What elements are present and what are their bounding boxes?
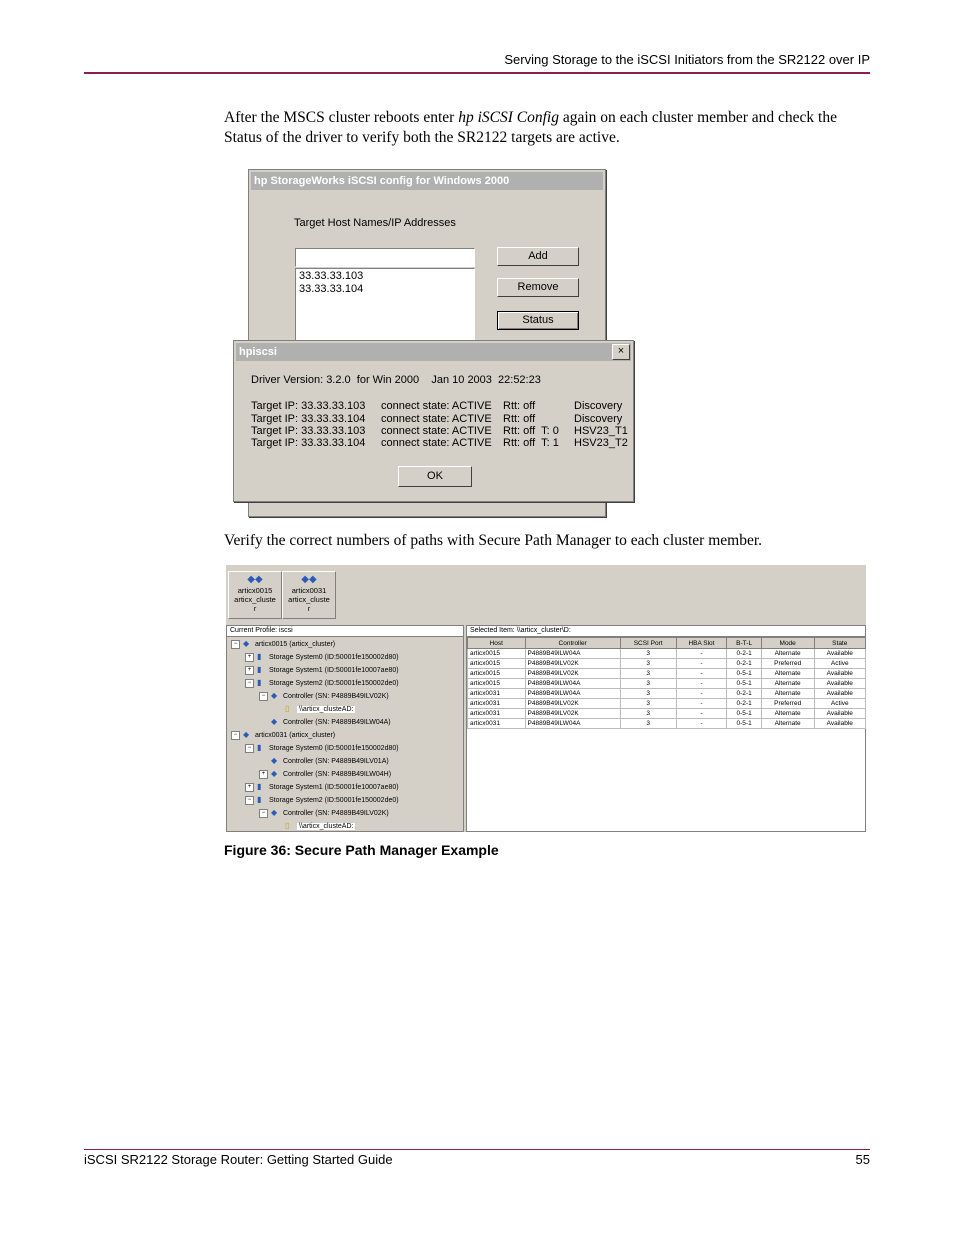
table-cell: Alternate	[761, 709, 814, 719]
table-cell: P4889B49ILW04A	[525, 719, 620, 729]
table-cell: P4889B49ILV02K	[525, 669, 620, 679]
table-cell: 0-2-1	[727, 689, 761, 699]
table-cell: Alternate	[761, 679, 814, 689]
host-label: r	[307, 604, 311, 613]
table-cell: 3	[620, 679, 676, 689]
table-cell: Preferred	[761, 659, 814, 669]
table-cell: P4889B49ILV02K	[525, 699, 620, 709]
tree-node-label: Storage System2 (ID:50001fe150002de0)	[269, 680, 399, 687]
table-cell: Alternate	[761, 719, 814, 729]
collapse-icon[interactable]: −	[245, 796, 254, 805]
table-cell: Available	[814, 679, 865, 689]
table-cell: P4889B49ILV02K	[525, 659, 620, 669]
table-cell: 0-5-1	[727, 709, 761, 719]
table-cell: articx0031	[468, 699, 526, 709]
tree-node-label: Controller (SN: P4889B49ILV02K)	[283, 693, 389, 700]
host-label: articx_cluste	[234, 595, 276, 604]
verify-paragraph: Verify the correct numbers of paths with Secure Path Manager to each cluster member.	[224, 532, 763, 549]
intro-emphasis: hp iSCSI Config	[458, 109, 559, 126]
hpiscsi-status-dialog	[233, 340, 634, 502]
status-dialog-titlebar: hpiscsi	[236, 343, 631, 361]
tree-node-label: Controller (SN: P4889B49ILV02K)	[283, 810, 389, 817]
table-cell: Active	[814, 699, 865, 709]
target-host-list[interactable]	[295, 268, 475, 348]
tree-node-label: Controller (SN: P4889B49ILW04H)	[283, 771, 392, 778]
tree-node-label: Storage System1 (ID:50001fe10007ae80)	[269, 784, 399, 791]
intro-text-1: After the MSCS cluster reboots enter	[224, 109, 459, 126]
rtt-value: Rtt: off T: 1	[503, 437, 559, 449]
tree-node[interactable]	[231, 638, 335, 650]
table-cell: articx0031	[468, 689, 526, 699]
driver-version-text: Driver Version: 3.2.0 for Win 2000 Jan 10 2003 22:52:23	[251, 374, 541, 386]
status-button[interactable]: Status	[497, 311, 579, 330]
connect-state: connect state: ACTIVE	[381, 425, 492, 437]
remove-button[interactable]: Remove	[497, 278, 579, 297]
host-icon: ◆◆	[247, 574, 263, 585]
table-row[interactable]	[468, 699, 866, 709]
table-cell: P4889B49ILV02K	[525, 709, 620, 719]
table-cell: Available	[814, 719, 865, 729]
target-name: Discovery	[574, 413, 623, 425]
controller-icon: ◆	[271, 691, 278, 700]
paths-table	[467, 637, 866, 729]
storage-system-icon: ▮	[257, 678, 262, 687]
tree-node[interactable]	[259, 755, 389, 767]
tree-node-label: \\articx_clusteAD:	[299, 823, 354, 830]
table-cell: Alternate	[761, 649, 814, 659]
collapse-icon[interactable]: −	[231, 640, 240, 649]
profile-tree	[227, 637, 463, 831]
target-ip: Target IP: 33.33.33.103	[251, 425, 366, 437]
host-articx0031-button[interactable]	[282, 571, 336, 619]
table-cell: 3	[620, 709, 676, 719]
table-cell: 3	[620, 719, 676, 729]
column-header[interactable]: State	[814, 638, 865, 649]
table-cell: -	[676, 669, 727, 679]
target-ip: Target IP: 33.33.33.104	[251, 413, 366, 425]
table-cell: -	[676, 689, 727, 699]
tree-node-label: Controller (SN: P4889B49ILV01A)	[283, 758, 389, 765]
table-cell: 0-2-1	[727, 649, 761, 659]
disk-icon: ▯	[285, 704, 290, 713]
storage-system-icon: ▮	[257, 795, 262, 804]
column-header[interactable]: SCSI Port	[620, 638, 676, 649]
controller-icon: ◆	[271, 808, 278, 817]
storage-system-icon: ▮	[257, 665, 262, 674]
expand-icon[interactable]: +	[259, 770, 268, 779]
tree-node[interactable]	[245, 677, 399, 689]
table-cell: 3	[620, 699, 676, 709]
table-cell: P4889B49ILW04A	[525, 679, 620, 689]
secure-path-manager	[226, 565, 866, 832]
host-articx0015-button[interactable]	[228, 571, 282, 619]
host-label: articx_cluste	[288, 595, 330, 604]
target-ip: Target IP: 33.33.33.104	[251, 437, 366, 449]
table-cell: Available	[814, 689, 865, 699]
close-icon[interactable]: ×	[612, 344, 630, 360]
expand-icon[interactable]: +	[245, 666, 254, 675]
rtt-value: Rtt: off	[503, 400, 536, 412]
footer-title: iSCSI SR2122 Storage Router: Getting Started Guide	[84, 1152, 393, 1167]
controller-icon: ◆	[271, 717, 278, 726]
tree-node[interactable]	[259, 807, 389, 819]
host-icon: ◆	[243, 639, 250, 648]
host-icon: ◆◆	[301, 574, 317, 585]
expand-icon[interactable]: +	[245, 653, 254, 662]
collapse-icon[interactable]: −	[259, 692, 268, 701]
storage-system-icon: ▮	[257, 782, 262, 791]
target-name: HSV23_T1	[574, 425, 628, 437]
target-hosts-label: Target Host Names/IP Addresses	[294, 217, 456, 229]
tree-node-label: Controller (SN: P4889B49ILW04A)	[283, 719, 391, 726]
list-item[interactable]: 33.33.33.104	[299, 283, 364, 295]
table-cell: 0-5-1	[727, 669, 761, 679]
expand-icon[interactable]: +	[245, 783, 254, 792]
tree-node-label: \\articx_clusteAD:	[299, 706, 354, 713]
table-row[interactable]	[468, 669, 866, 679]
table-cell: -	[676, 649, 727, 659]
table-header-row	[468, 638, 866, 649]
tree-node[interactable]	[231, 729, 335, 741]
table-cell: 0-5-1	[727, 679, 761, 689]
table-cell: articx0015	[468, 669, 526, 679]
profile-tree-panel	[226, 625, 464, 832]
figure-caption: Figure 36: Secure Path Manager Example	[224, 842, 499, 858]
storage-system-icon: ▮	[257, 652, 262, 661]
collapse-icon[interactable]: −	[231, 731, 240, 740]
table-cell: Available	[814, 669, 865, 679]
host-label: articx0015	[237, 586, 273, 595]
target-host-input[interactable]	[295, 248, 475, 267]
table-cell: -	[676, 659, 727, 669]
table-row[interactable]	[468, 679, 866, 689]
connect-state: connect state: ACTIVE	[381, 437, 492, 449]
table-cell: Active	[814, 659, 865, 669]
table-cell: 3	[620, 669, 676, 679]
collapse-icon[interactable]: −	[245, 744, 254, 753]
column-header[interactable]: Host	[468, 638, 526, 649]
table-cell: Alternate	[761, 689, 814, 699]
controller-icon: ◆	[271, 756, 278, 765]
table-cell: Alternate	[761, 669, 814, 679]
tree-node-label: Storage System0 (ID:50001fe150002d80)	[269, 654, 399, 661]
column-header[interactable]: Mode	[761, 638, 814, 649]
table-cell: 0-5-1	[727, 719, 761, 729]
tree-node[interactable]	[259, 768, 391, 780]
table-row[interactable]	[468, 659, 866, 669]
table-cell: -	[676, 679, 727, 689]
config-dialog-titlebar: hp StorageWorks iSCSI config for Windows 2000	[251, 172, 603, 190]
tree-node-label: Storage System0 (ID:50001fe150002d80)	[269, 745, 399, 752]
selected-item-label: Selected Item: \\articx_cluster\D:	[467, 626, 865, 637]
host-icon: ◆	[243, 730, 250, 739]
host-label: articx0031	[291, 586, 327, 595]
page-number: 55	[855, 1152, 870, 1167]
table-cell: P4889B49ILW04A	[525, 689, 620, 699]
tree-node[interactable]	[245, 781, 399, 793]
rtt-value: Rtt: off	[503, 413, 536, 425]
table-cell: Preferred	[761, 699, 814, 709]
tree-node[interactable]	[259, 716, 391, 728]
column-header[interactable]: B-T-L	[727, 638, 761, 649]
host-label: r	[253, 604, 257, 613]
tree-node[interactable]	[245, 794, 399, 806]
table-cell: 3	[620, 649, 676, 659]
tree-node[interactable]	[245, 742, 399, 754]
table-cell: articx0031	[468, 709, 526, 719]
connect-state: connect state: ACTIVE	[381, 400, 492, 412]
table-cell: -	[676, 719, 727, 729]
storage-system-icon: ▮	[257, 743, 262, 752]
selected-item-panel	[466, 625, 866, 832]
table-cell: 3	[620, 689, 676, 699]
tree-node[interactable]	[245, 651, 399, 663]
footer-rule	[84, 1149, 870, 1150]
column-header[interactable]: HBA Slot	[676, 638, 727, 649]
table-cell: P4889B49ILW04A	[525, 649, 620, 659]
page-header-title: Serving Storage to the iSCSI Initiators from the SR2122 over IP	[504, 52, 870, 67]
table-cell: Available	[814, 649, 865, 659]
column-header[interactable]: Controller	[525, 638, 620, 649]
table-row[interactable]	[468, 689, 866, 699]
table-cell: 0-2-1	[727, 699, 761, 709]
connect-state: connect state: ACTIVE	[381, 413, 492, 425]
tree-node-label: articx0015 (articx_cluster)	[255, 641, 336, 648]
table-cell: articx0031	[468, 719, 526, 729]
tree-node-label: Storage System1 (ID:50001fe10007ae80)	[269, 667, 399, 674]
disk-icon: ▯	[285, 821, 290, 830]
tree-node[interactable]	[259, 690, 389, 702]
ok-button[interactable]: OK	[398, 466, 472, 487]
collapse-icon[interactable]: −	[245, 679, 254, 688]
table-row[interactable]	[468, 719, 866, 729]
table-cell: articx0015	[468, 659, 526, 669]
target-ip: Target IP: 33.33.33.103	[251, 400, 366, 412]
tree-node[interactable]	[273, 703, 355, 715]
table-cell: Available	[814, 709, 865, 719]
table-cell: articx0015	[468, 649, 526, 659]
table-cell: 3	[620, 659, 676, 669]
table-cell: -	[676, 709, 727, 719]
table-row[interactable]	[468, 649, 866, 659]
tree-node-label: articx0031 (articx_cluster)	[255, 732, 336, 739]
header-rule	[84, 72, 870, 74]
tree-node[interactable]	[273, 820, 355, 832]
collapse-icon[interactable]: −	[259, 809, 268, 818]
rtt-value: Rtt: off T: 0	[503, 425, 559, 437]
list-item[interactable]: 33.33.33.103	[299, 270, 364, 282]
controller-icon: ◆	[271, 769, 278, 778]
table-cell: -	[676, 699, 727, 709]
intro-text-2: again on each cluster member and check the Status of the driver to verify both the SR2122 targets are active.	[224, 109, 837, 146]
table-cell: articx0015	[468, 679, 526, 689]
table-row[interactable]	[468, 709, 866, 719]
intro-paragraph	[224, 108, 874, 148]
tree-node-label: Storage System2 (ID:50001fe150002de0)	[269, 797, 399, 804]
target-name: Discovery	[574, 400, 623, 412]
current-profile-label: Current Profile: iscsi	[227, 626, 463, 637]
tree-node[interactable]	[245, 664, 399, 676]
table-cell: 0-2-1	[727, 659, 761, 669]
add-button[interactable]: Add	[497, 247, 579, 266]
target-name: HSV23_T2	[574, 437, 628, 449]
